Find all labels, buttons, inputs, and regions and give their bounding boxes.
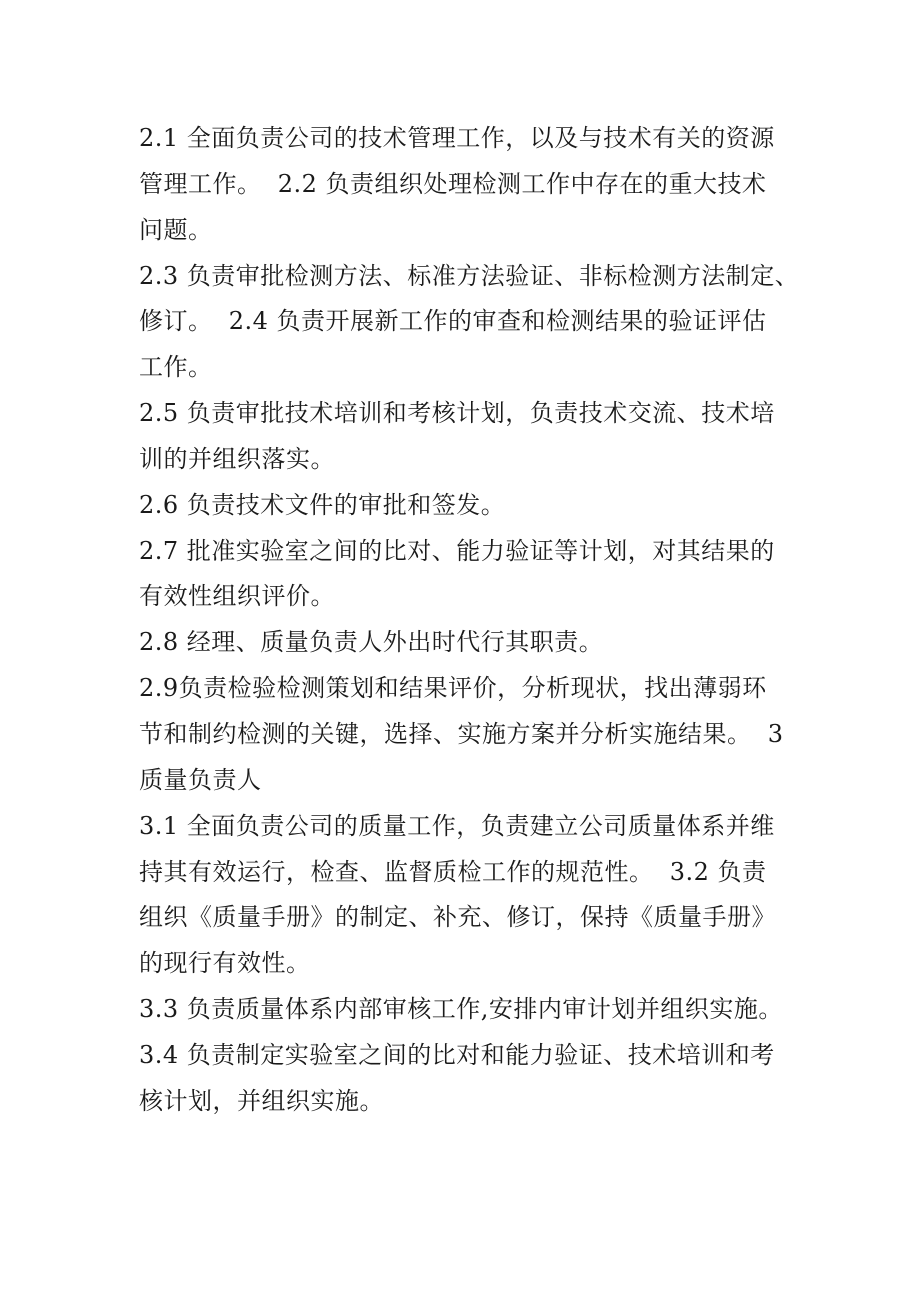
document-body: [139, 116, 799, 1125]
text-line: 2.3 负责审批检测方法、标准方法验证、非标检测方法制定、: [139, 261, 800, 290]
text-line: 管理工作。 2.2 负责组织处理检测工作中存在的重大技术: [139, 169, 767, 198]
text-line: 节和制约检测的关键，选择、实施方案并分析实施结果。 3: [139, 719, 784, 748]
text-line: 2.8 经理、质量负责人外出时代行其职责。: [139, 628, 604, 657]
text-line: 有效性组织评价。: [139, 582, 335, 611]
text-line: 问题。: [139, 215, 213, 244]
text-line: 组织《质量手册》的制定、补充、修订，保持《质量手册》: [139, 903, 776, 932]
text-line: 核计划，并组织实施。: [139, 1086, 384, 1115]
text-line: 工作。: [139, 353, 213, 382]
text-line: 修订。 2.4 负责开展新工作的审查和检测结果的验证评估: [139, 307, 767, 336]
text-line: 持其有效运行，检查、监督质检工作的规范性。 3.2 负责: [139, 857, 767, 886]
text-line: 2.7 批准实验室之间的比对、能力验证等计划，对其结果的: [139, 536, 775, 565]
text-line: 2.6 负责技术文件的审批和签发。: [139, 490, 506, 519]
text-line: 质量负责人: [139, 765, 262, 794]
text-line: 3.1 全面负责公司的质量工作，负责建立公司质量体系并维: [139, 811, 775, 840]
text-line: 训的并组织落实。: [139, 444, 335, 473]
text-line: 2.5 负责审批技术培训和考核计划，负责技术交流、技术培: [139, 399, 775, 428]
text-line: 3.4 负责制定实验室之间的比对和能力验证、技术培训和考: [139, 1040, 775, 1069]
text-line: 3.3 负责质量体系内部审核工作,安排内审计划并组织实施。: [139, 995, 783, 1024]
text-line: 2.1 全面负责公司的技术管理工作，以及与技术有关的资源: [139, 124, 775, 152]
text-line: 的现行有效性。: [139, 949, 311, 978]
text-line: 2.9负责检验检测策划和结果评价，分析现状，找出薄弱环: [139, 674, 767, 703]
